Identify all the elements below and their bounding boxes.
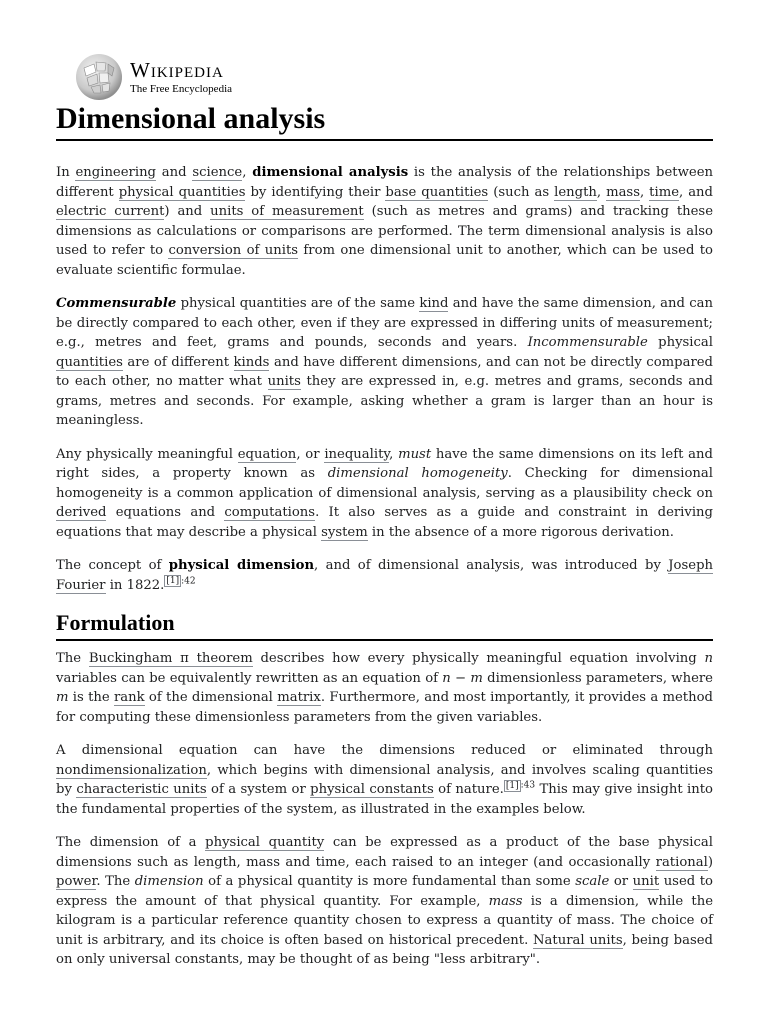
text: have the same dimensions on its left and right sides, a property known as: [56, 446, 713, 481]
text: variables can be equivalently rewritten as an equation of: [56, 670, 443, 686]
bold-term: dimensional analysis: [252, 165, 409, 180]
text: and: [156, 165, 193, 180]
text: or: [609, 874, 633, 889]
text: of nature.: [433, 782, 504, 797]
text: equations and: [106, 505, 225, 520]
italic-term: dimensional homogeneity: [327, 466, 508, 481]
citation[interactable]: [504, 780, 535, 792]
article-page: [56, 52, 713, 984]
math-n-minus-m: n − m: [442, 670, 483, 686]
link-characteristic-units[interactable]: characteristic units: [76, 782, 207, 797]
link-derived[interactable]: derived: [56, 505, 107, 520]
text: ) and: [164, 204, 211, 219]
text: . Furthermore, and most importantly, it provides a method for computing these dimensionless parameters from the given variables.: [56, 690, 713, 725]
text: ,: [242, 165, 253, 180]
text: The concept of: [56, 558, 169, 573]
text: , which begins with dimensional analysis, and involves scaling quantities by: [56, 762, 713, 797]
link-kinds[interactable]: kinds: [233, 354, 270, 370]
link-matrix[interactable]: matrix: [277, 690, 321, 705]
text: A dimensional equation can have the dimensions reduced or eliminated through: [56, 743, 713, 758]
text: of a physical quantity is more fundamental than some: [203, 874, 576, 889]
formulation-paragraph-1: [56, 649, 713, 727]
text: in 1822.: [105, 577, 165, 593]
citation-page: :42: [181, 576, 196, 587]
intro-paragraph-4: [56, 556, 713, 595]
formulation-paragraph-3: [56, 833, 713, 970]
intro-paragraph-1: [56, 163, 713, 280]
link-power[interactable]: power: [56, 874, 97, 889]
text: , and: [679, 184, 713, 200]
lead-section: [56, 163, 713, 595]
text: they are expressed in, e.g. metres and grams, seconds and grams, metres and seconds. For example, asking whether a gram is larger than an hour is meaningless.: [56, 374, 713, 428]
link-mass[interactable]: mass: [606, 184, 640, 200]
italic-term: Incommensurable: [527, 335, 648, 350]
text: by identifying their: [245, 184, 386, 200]
link-rational[interactable]: rational: [655, 854, 708, 870]
link-length[interactable]: length: [554, 184, 597, 200]
link-nondimensionalization[interactable]: nondimensionalization: [56, 762, 207, 778]
link-engineering[interactable]: engineering: [75, 165, 157, 180]
text: is the analysis of the relationships between different: [56, 165, 713, 200]
link-joseph-fourier[interactable]: Joseph Fourier: [56, 558, 713, 593]
text: can be expressed as a product of the base physical dimensions such as length, mass and time, each raised to an integer (and occasionally: [56, 835, 713, 870]
link-units-of-measurement[interactable]: units of measurement: [210, 204, 364, 219]
text: , and of dimensional analysis, was introduced by: [314, 558, 669, 573]
text: ,: [389, 446, 399, 462]
text: and have different dimensions, and can not be directly compared to each other, no matter what: [56, 354, 713, 389]
text: is the: [68, 690, 114, 705]
text: physical: [647, 335, 713, 350]
formulation-paragraph-2: [56, 741, 713, 819]
citation[interactable]: [164, 575, 195, 587]
text: describes how every physically meaningful equation involving: [252, 651, 705, 666]
link-buckingham-pi-theorem[interactable]: Buckingham π theorem: [88, 651, 253, 666]
wikipedia-wordmark[interactable]: Wikipedia: [130, 57, 224, 82]
text: , or: [296, 446, 325, 462]
link-physical-constants[interactable]: physical constants: [310, 782, 434, 797]
link-units[interactable]: units: [267, 374, 301, 389]
citation-ref[interactable]: [1]: [166, 576, 180, 587]
text: Any physically meaningful: [56, 446, 238, 462]
link-inequality[interactable]: inequality: [324, 446, 390, 462]
brand[interactable]: [130, 57, 233, 95]
link-base-quantities[interactable]: base quantities: [385, 184, 489, 200]
link-kind[interactable]: kind: [419, 296, 449, 311]
section-heading-formulation: Formulation: [56, 610, 713, 641]
text: in the absence of a more rigorous derivation.: [367, 524, 674, 540]
text: (such as: [488, 184, 555, 200]
link-unit[interactable]: unit: [632, 874, 660, 889]
text: The dimension of a: [56, 835, 206, 850]
bold-term: physical dimension: [168, 558, 315, 573]
text: . Checking for dimensional homogeneity is a common application of dimensional analysis, serving as a plausibility check on: [56, 466, 713, 501]
italic-term: dimension: [134, 874, 204, 889]
intro-paragraph-3: [56, 445, 713, 543]
text: from one dimensional unit to another, which can be used to evaluate scientific formulae.: [56, 243, 713, 278]
link-quantities[interactable]: quantities: [56, 354, 123, 370]
formulation-section: [56, 649, 713, 970]
page-title: Dimensional analysis: [56, 102, 713, 141]
link-conversion-of-units[interactable]: conversion of units: [168, 243, 299, 258]
text: The: [56, 651, 89, 666]
text: (such as metres and grams) and tracking these dimensions as calculations or comparisons are performed. The term dimensional analysis is also used to refer to: [56, 204, 713, 258]
link-physical-quantities[interactable]: physical quantities: [118, 184, 246, 200]
link-science[interactable]: science: [192, 165, 243, 180]
text: . It also serves as a guide and constraint in deriving equations that may describe a physical: [56, 505, 713, 540]
text: This may give insight into the fundamental properties of the system, as illustrated in the examples below.: [56, 782, 713, 817]
text: , being based on only universal constants, may be thought of as being "less arbitrary".: [56, 932, 713, 967]
text: and have the same dimension, and can be directly compared to each other, even if they are expressed in differing units of measurement; e.g., metres and feet, grams and pounds, seconds and years.: [56, 296, 713, 350]
text: . The: [96, 874, 135, 889]
wikipedia-globe-icon[interactable]: [74, 52, 124, 102]
text: of a system or: [206, 782, 311, 797]
italic-term: must: [398, 446, 432, 462]
link-system[interactable]: system: [321, 524, 368, 540]
link-natural-units[interactable]: Natural units: [533, 932, 623, 948]
text: ): [707, 854, 713, 870]
text: is a dimension, while the kilogram is a particular reference quantity chosen to express a quantity of mass. The choice of unit is arbitrary, and its choice is often based on historical precedent.: [56, 893, 714, 948]
link-equation[interactable]: equation: [237, 446, 297, 462]
italic-term: mass: [488, 893, 523, 909]
text: of the dimensional: [144, 690, 278, 705]
link-time[interactable]: time: [649, 184, 679, 200]
text: ,: [596, 184, 607, 200]
italic-term: scale: [575, 874, 610, 889]
link-electric-current[interactable]: electric current: [56, 204, 165, 219]
text: are of different: [122, 354, 234, 370]
text: dimensionless parameters, where: [482, 670, 713, 686]
italic-term: m: [56, 690, 69, 705]
link-rank[interactable]: rank: [113, 690, 145, 705]
text: physical quantities are of the same: [176, 296, 420, 311]
link-physical-quantity[interactable]: physical quantity: [205, 835, 325, 850]
text: ,: [639, 184, 650, 200]
intro-paragraph-2: [56, 294, 713, 431]
tagline: The Free Encyclopedia: [130, 82, 233, 95]
citation-ref[interactable]: [1]: [505, 780, 519, 791]
math-n: n: [704, 651, 713, 666]
site-header: [74, 52, 713, 102]
citation-page: :43: [520, 780, 536, 791]
text: In: [56, 165, 76, 180]
link-computations[interactable]: computations: [224, 505, 316, 520]
text: used to express the amount of that physical quantity. For example,: [56, 874, 713, 909]
bold-italic-term: Commensurable: [56, 296, 177, 311]
